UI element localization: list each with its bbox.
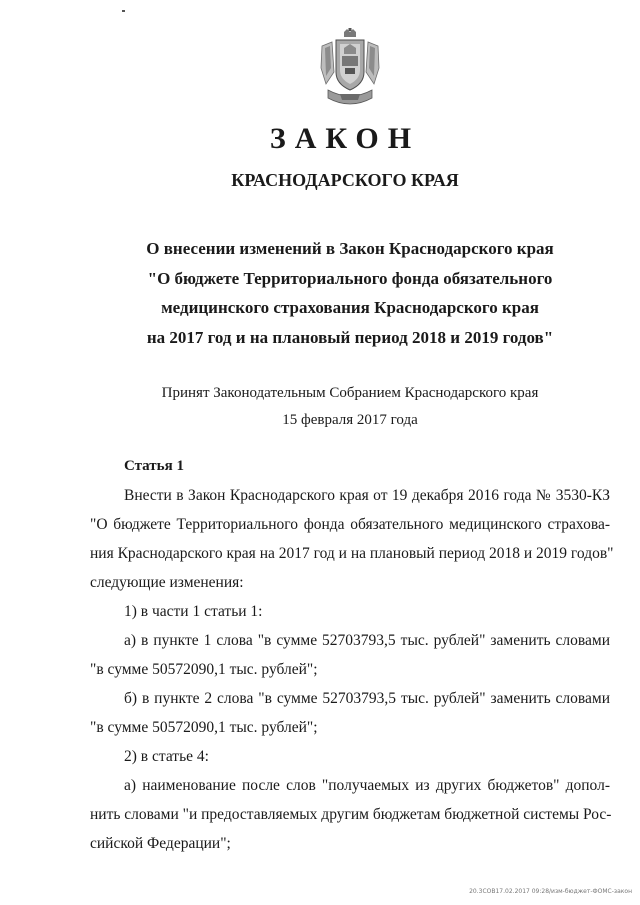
article-line: нить словами "и предоставляемых другим бюджетам бюджетной системы Рос- <box>90 806 612 823</box>
article-line: Внести в Закон Краснодарского края от 19 декабря 2016 года № 3530-КЗ <box>124 487 610 504</box>
law-title-line: на 2017 год и на плановый период 2018 и 2019 годов" <box>146 327 554 347</box>
article-line: "О бюджете Территориального фонда обязательного медицинского страхова- <box>90 516 610 533</box>
article-line: 2) в статье 4: <box>124 748 209 765</box>
adoption-info <box>60 380 640 434</box>
article-heading: Статья 1 <box>124 458 184 474</box>
scan-speck <box>122 10 125 12</box>
article-line: ния Краснодарского края на 2017 год и на плановый период 2018 и 2019 годов" <box>90 545 614 562</box>
article-line: а) в пункте 1 слова "в сумме 52703793,5 тыс. рублей" заменить словами <box>124 632 610 649</box>
article-line: б) в пункте 2 слова "в сумме 52703793,5 тыс. рублей" заменить словами <box>124 690 610 707</box>
document-type-title: ЗАКОН <box>269 122 421 155</box>
adoption-date: 15 февраля 2017 года <box>282 412 418 428</box>
coat-of-arms-icon <box>318 28 382 110</box>
law-title-line: медицинского страхования Краснодарского края <box>161 298 539 317</box>
law-title-line: О внесении изменений в Закон Краснодарского края <box>146 239 554 258</box>
article-line: а) наименование после слов "получаемых из других бюджетов" допол- <box>124 777 610 794</box>
law-title <box>60 234 640 352</box>
article-line: "в сумме 50572090,1 тыс. рублей"; <box>90 719 318 736</box>
article-line: "в сумме 50572090,1 тыс. рублей"; <box>90 661 318 678</box>
article-body <box>90 452 614 858</box>
adoption-body: Принят Законодательным Собранием Краснодарского края <box>161 385 539 401</box>
law-title-line: "О бюджете Территориального фонда обязательного <box>147 268 553 288</box>
footer-code: 20.3СОВ17.02.2017 09:28/изм-бюджет-ФОМС-закон <box>469 888 632 895</box>
article-line: следующие изменения: <box>90 574 244 591</box>
article-line: 1) в части 1 статьи 1: <box>124 603 263 620</box>
article-line: сийской Федерации"; <box>90 835 231 852</box>
region-title: КРАСНОДАРСКОГО КРАЯ <box>231 170 459 190</box>
